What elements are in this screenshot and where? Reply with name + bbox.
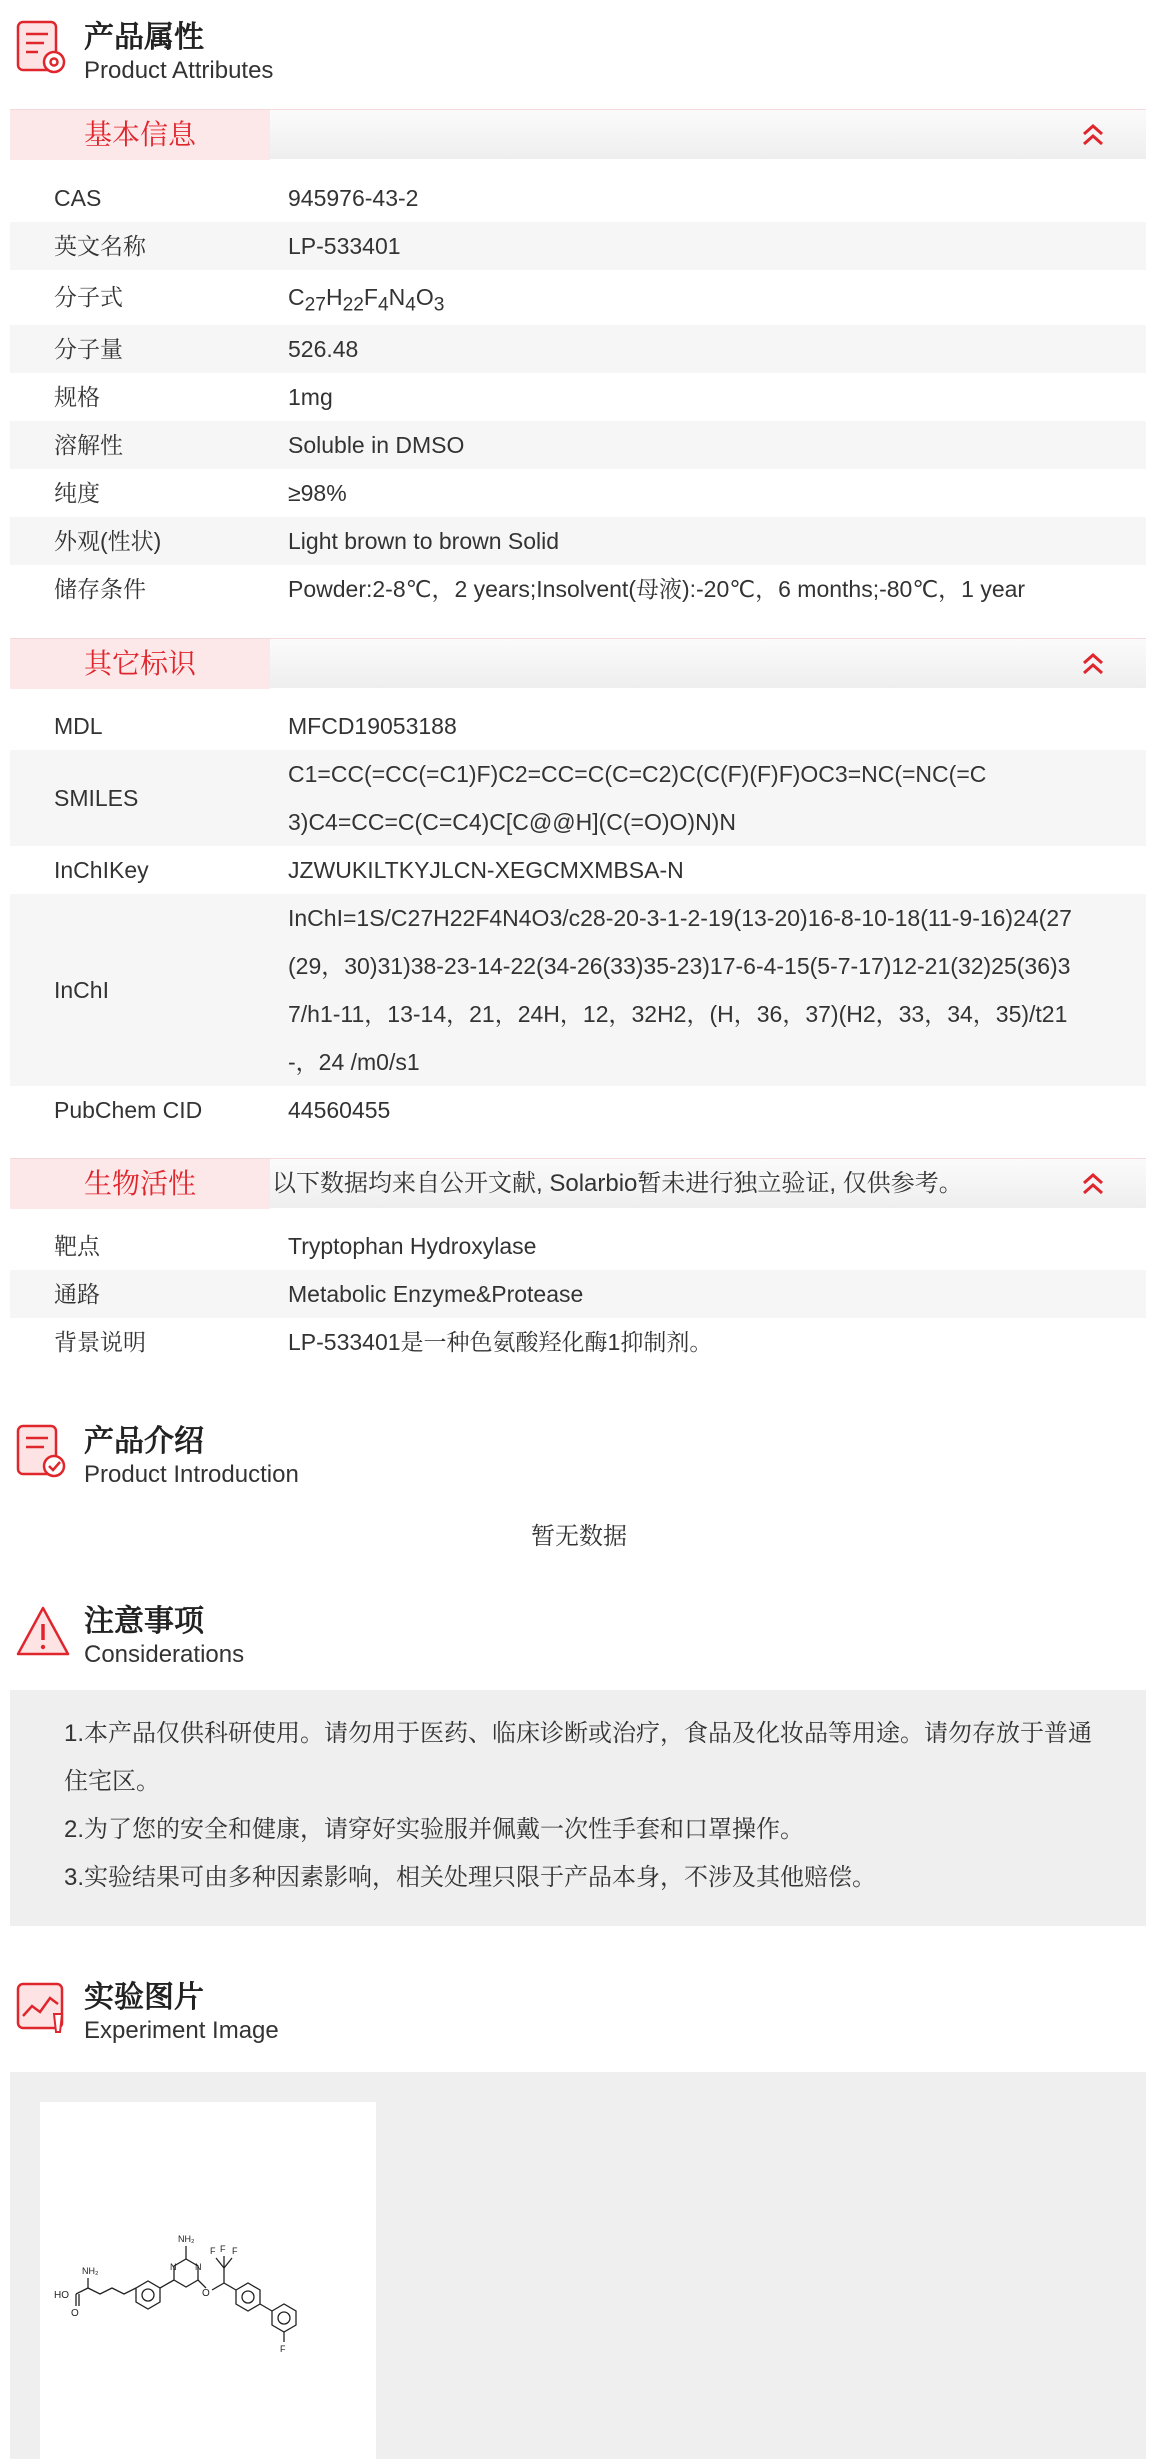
table-row [10,565,1146,613]
row-key: 储存条件 [54,576,146,602]
row-key: 规格 [54,384,100,410]
row-key: 英文名称 [54,233,146,259]
table-row [10,174,1146,222]
table-row [10,846,1146,894]
row-value: ≥98% [288,480,347,506]
atom-label: F [232,2246,238,2256]
disclaimer-note: 以下数据均来自公开文献, Solarbio暂未进行独立验证, 仅供参考。 [272,1170,963,1197]
table-row [10,750,1146,846]
row-key: InChIKey [54,857,149,883]
chemical-structure-image [40,2102,376,2459]
notice-box [10,1690,1146,1926]
row-value: JZWUKILTKYJLCN-XEGCMXMBSA-N [288,857,684,883]
atom-label: O [202,2288,210,2299]
section-header-introduction [14,1422,1144,1502]
row-key: MDL [54,713,103,739]
table-row [10,702,1146,750]
row-key: 分子量 [54,336,123,362]
table-row [10,1270,1146,1318]
row-value: C1=CC(=CC(=C1)F)C2=CC=C(C=C2)C(C(F)(F)F)OC3=NC(=NC(=C3)C4=CC=C(C=C4)C[C@@H](C(=O)O)N)N [288,761,987,835]
group-bar-bio [10,1158,1146,1208]
row-value: Metabolic Enzyme&Protease [288,1281,584,1307]
row-value: LP-533401 [288,233,401,259]
atom-label: HO [54,2290,69,2301]
atom-label: F [280,2344,286,2354]
group-title: 生物活性 [83,1168,196,1199]
atom-label: F [210,2246,216,2256]
table-row [10,222,1146,270]
row-key: 外观(性状) [54,528,162,554]
row-key: 靶点 [54,1233,100,1259]
section-subtitle: Experiment Image [84,2017,279,2044]
empty-state-text: 暂无数据 [531,1523,627,1550]
row-key: InChI [54,977,109,1003]
group-tab-basic [10,110,270,160]
row-value: LP-533401是一种色氨酸羟化酶1抑制剂。 [288,1329,713,1355]
table-row [10,517,1146,565]
group-title: 其它标识 [83,648,196,679]
structure-image-card[interactable] [40,2102,376,2459]
atom-label: NH₂ [178,2234,195,2244]
notice-item: 1.本产品仅供科研使用。请勿用于医药、临床诊断或治疗，食品及化妆品等用途。请勿存放于普通住宅区。 [64,1720,1093,1795]
collapse-chevron-up-icon[interactable] [1080,122,1106,148]
atom-label: NH₂ [82,2266,99,2276]
row-key: SMILES [54,785,139,811]
group-title: 基本信息 [83,119,196,150]
document-check-icon [14,1422,72,1482]
row-value: MFCD19053188 [288,713,457,739]
table-row [10,373,1146,421]
row-value: Tryptophan Hydroxylase [288,1233,537,1259]
section-header-considerations [14,1602,1144,1682]
section-title: 产品介绍 [84,1425,204,1458]
notice-item: 3.实验结果可由多种因素影响，相关处理只限于产品本身，不涉及其他赔偿。 [64,1864,877,1891]
document-gear-icon [14,18,72,78]
row-value: 526.48 [288,336,359,362]
table-row [10,894,1146,1086]
table-row [10,1318,1146,1366]
row-value: 1mg [288,384,333,410]
collapse-chevron-up-icon[interactable] [1080,651,1106,677]
table-row [10,270,1146,325]
group-bar-other-ids [10,638,1146,688]
experiment-image-area [10,2072,1146,2459]
warning-triangle-icon [14,1602,72,1662]
section-header-attributes [14,18,1144,98]
section-header-experiment [14,1978,1144,2058]
section-title: 产品属性 [84,21,204,54]
group-tab-bio [10,1159,270,1209]
table-row [10,325,1146,373]
atom-label: N [170,2262,177,2272]
row-value: 44560455 [288,1097,391,1123]
row-value: Soluble in DMSO [288,432,465,458]
collapse-chevron-up-icon[interactable] [1080,1171,1106,1197]
atom-label: N [195,2262,202,2272]
section-title: 注意事项 [84,1605,204,1638]
row-value: Light brown to brown Solid [288,528,560,554]
atom-label: O [71,2308,79,2319]
table-row [10,421,1146,469]
row-value: InChI=1S/C27H22F4N4O3/c28-20-3-1-2-19(13-20)16-8-10-18(11-9-16)24(27(29，30)31)38-23-14-22(34-26(33)35-23)17-6-4-15(5-7-17)12-21(32)25(36)37/h1-11，13-14，21，24H，12，32H2，(H，36，37)(H2，33，34，35)/t21-，24 /m0/s1 [288,905,1072,1075]
row-key: 分子式 [54,284,123,310]
group-tab-other-ids [10,639,270,689]
row-key: 溶解性 [54,432,123,458]
table-row [10,1222,1146,1270]
molecular-formula: $C_{27}H_{22}F_4N_4O_3$ [288,284,445,316]
group-bar-basic [10,109,1146,159]
row-value: Powder:2-8℃，2 years;Insolvent(母液):-20℃，6 months;-80℃，1 year [288,576,1026,602]
section-subtitle: Product Introduction [84,1461,299,1488]
table-row [10,1086,1146,1134]
section-subtitle: Product Attributes [84,57,274,84]
notice-item: 2.为了您的安全和健康，请穿好实验服并佩戴一次性手套和口罩操作。 [64,1816,805,1843]
table-row [10,469,1146,517]
row-key: PubChem CID [54,1097,203,1123]
atom-label: F [220,2244,226,2254]
image-chart-icon [14,1978,72,2038]
section-title: 实验图片 [84,1981,204,2014]
row-key: 纯度 [54,480,100,506]
row-key: 通路 [54,1281,100,1307]
section-subtitle: Considerations [84,1641,245,1668]
row-key: CAS [54,185,102,211]
row-value: 945976-43-2 [288,185,419,211]
row-key: 背景说明 [54,1329,146,1355]
